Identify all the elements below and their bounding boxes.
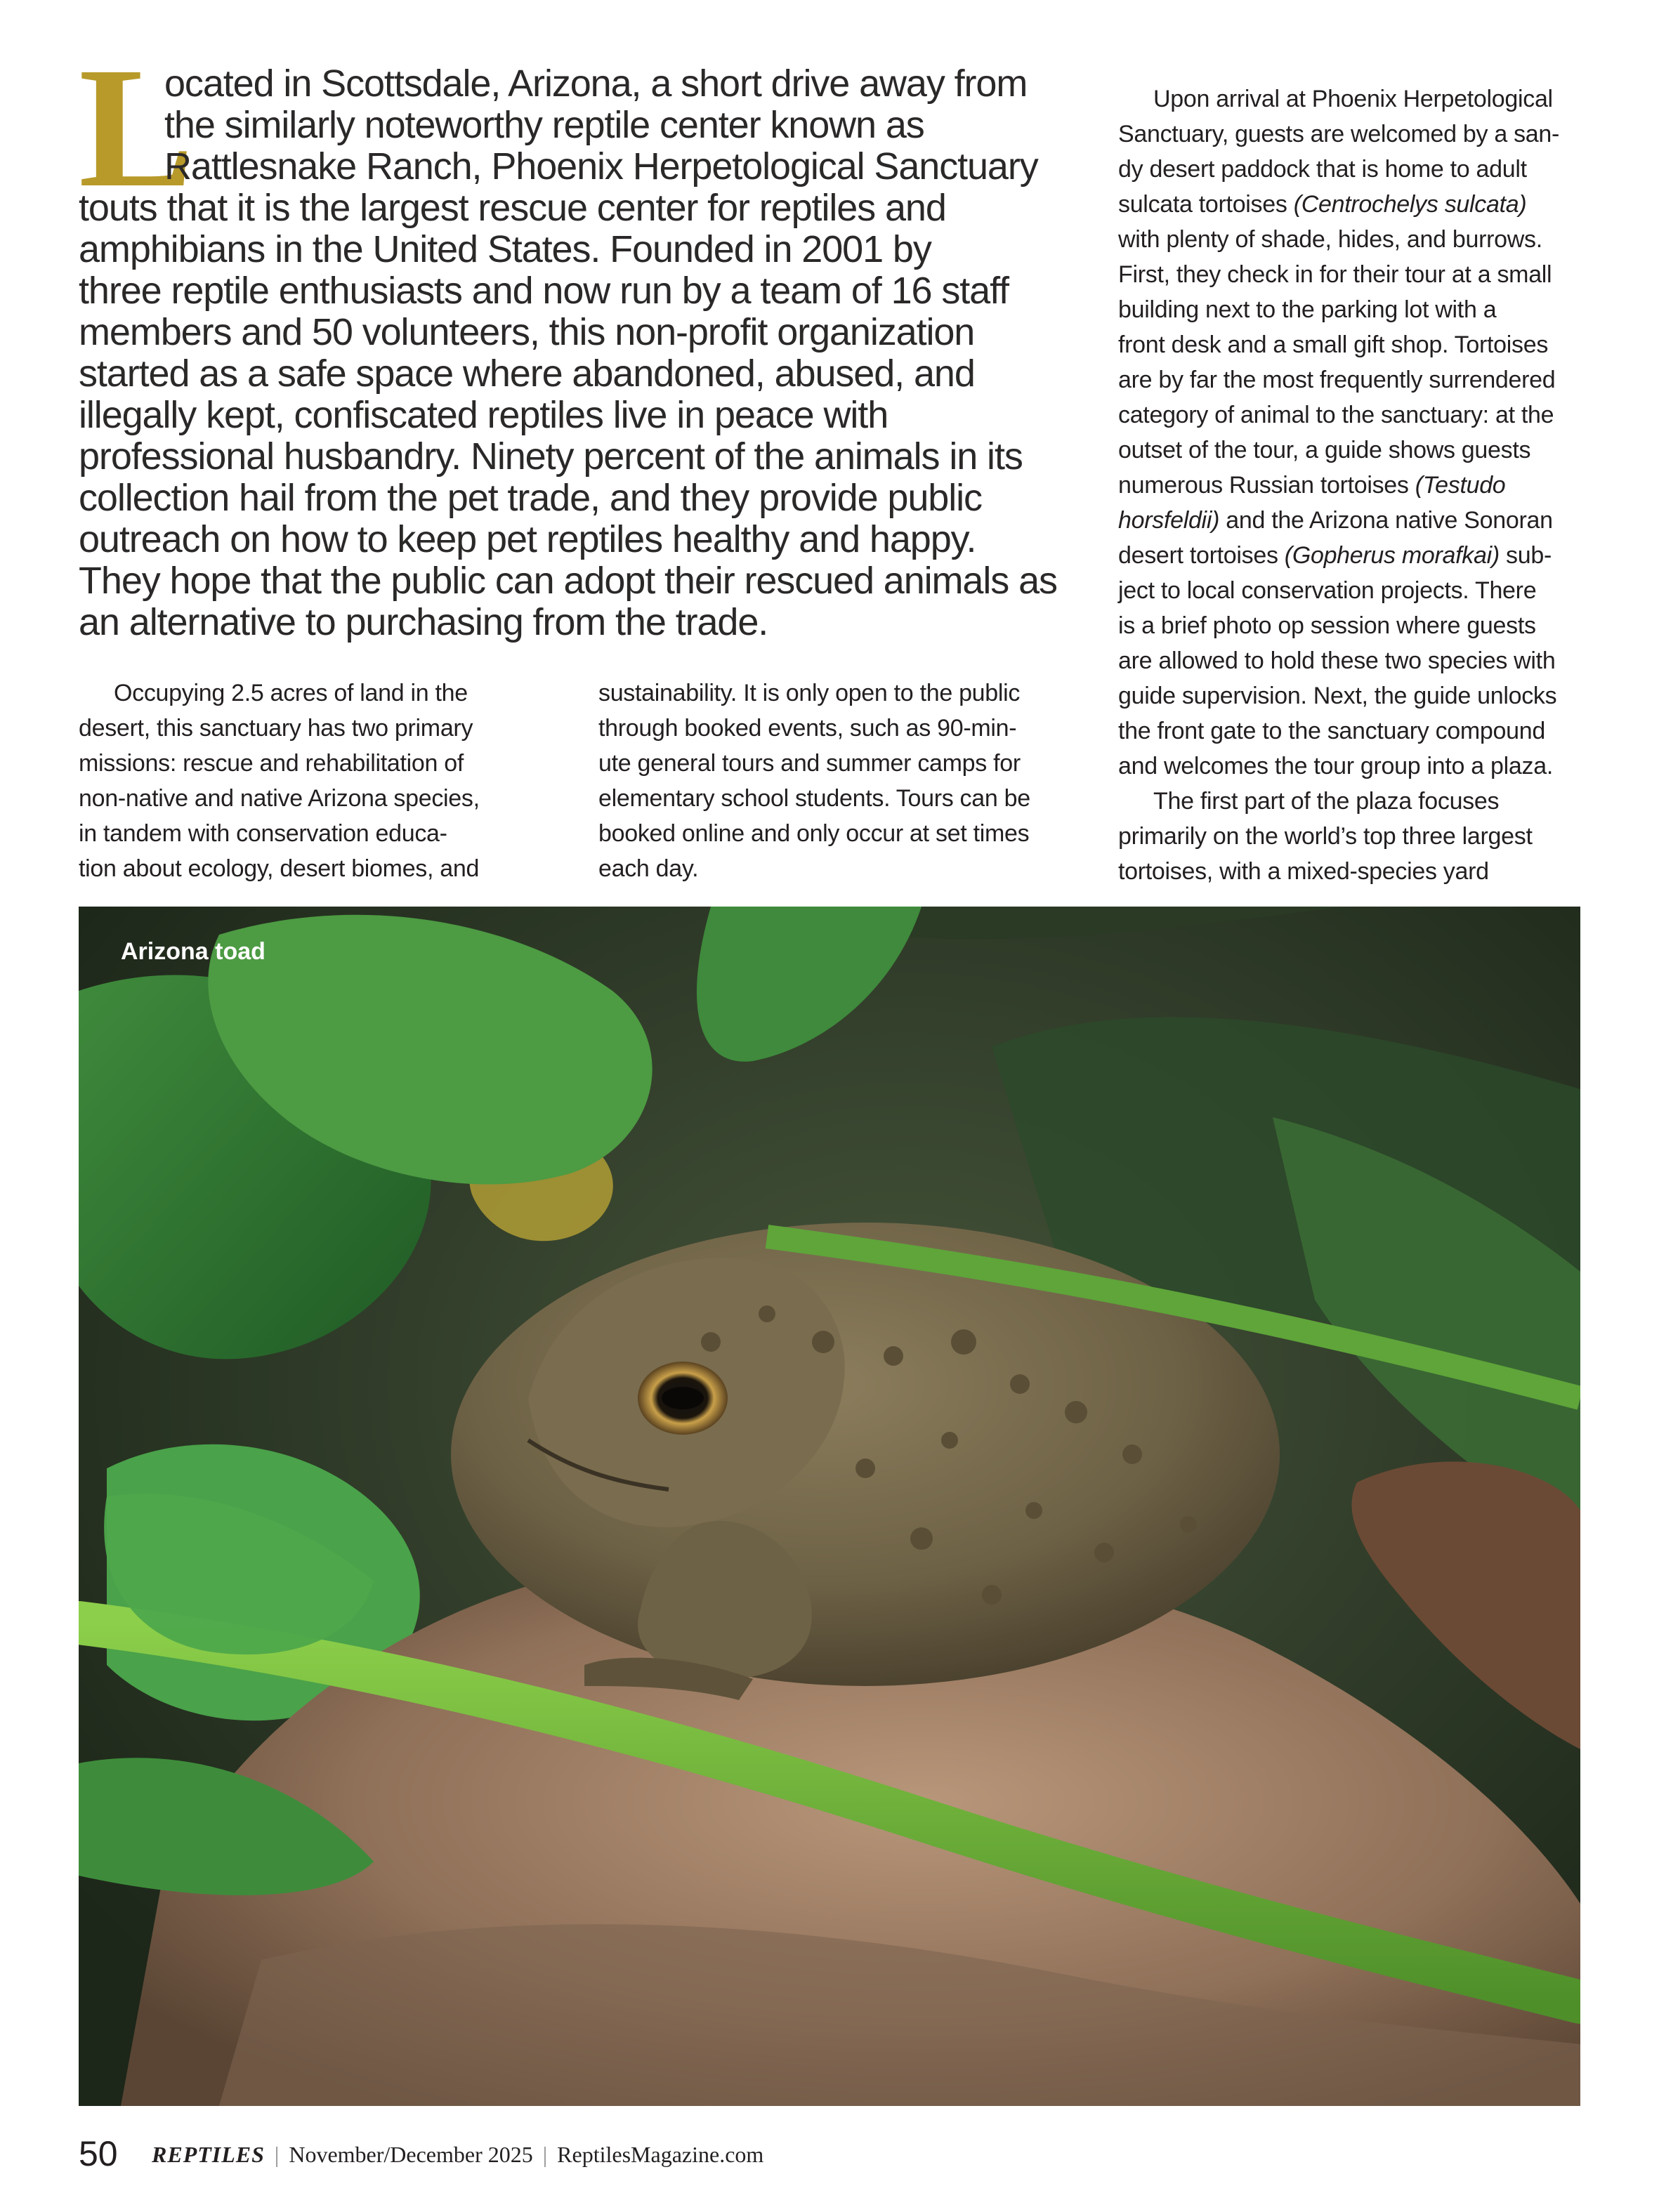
body-text: and the Arizona native Sonoran — [1219, 507, 1553, 534]
drop-cap: L — [79, 32, 195, 223]
body-line: Upon arrival at Phoenix Herpetological — [1153, 86, 1553, 112]
body-line — [1118, 538, 1552, 573]
lead-line: professional husbandry. Ninety percent of the animals in its — [79, 435, 1023, 478]
body-line: each day. — [598, 855, 699, 882]
lead-line: illegally kept, confiscated reptiles live in peace with — [79, 394, 888, 436]
body-line: category of animal to the sanctuary: at the — [1118, 402, 1554, 428]
body-line: Occupying 2.5 acres of land in the — [114, 680, 468, 706]
lead-line: members and 50 volunteers, this non-profit organization — [79, 311, 975, 353]
footer-separator: | — [274, 2142, 280, 2167]
body-line — [1118, 503, 1553, 538]
lead-line: the similarly noteworthy reptile center known as — [164, 104, 924, 146]
body-line: First, they check in for their tour at a small — [1118, 261, 1552, 288]
body-line: are by far the most frequently surrendered — [1118, 367, 1556, 393]
body-line — [1118, 468, 1505, 503]
body-line: and welcomes the tour group into a plaza. — [1118, 753, 1553, 779]
body-line: ute general tours and summer camps for — [598, 750, 1021, 777]
lead-line: ocated in Scottsdale, Arizona, a short drive away from — [164, 62, 1028, 105]
body-line: primarily on the world’s top three largest — [1118, 823, 1533, 850]
species-name: (Centrochelys sulcata) — [1293, 191, 1527, 218]
body-line: the front gate to the sanctuary compound — [1118, 718, 1545, 744]
body-line: elementary school students. Tours can be — [598, 785, 1030, 812]
lead-line: three reptile enthusiasts and now run by a team of 16 staff — [79, 270, 1009, 312]
body-text: sulcata tortoises — [1118, 191, 1294, 218]
body-line: The first part of the plaza focuses — [1153, 788, 1500, 815]
body-line: ject to local conservation projects. There — [1118, 577, 1537, 604]
body-text: sub- — [1499, 542, 1552, 569]
body-line — [1118, 187, 1526, 222]
website-link[interactable]: ReptilesMagazine.com — [557, 2142, 764, 2167]
lead-line: amphibians in the United States. Founded in 2001 by — [79, 228, 931, 270]
magazine-name: REPTILES — [152, 2142, 265, 2167]
footer-separator: | — [542, 2142, 548, 2167]
body-text: desert tortoises — [1118, 542, 1285, 569]
body-line: desert, this sanctuary has two primary — [79, 715, 473, 742]
body-line: are allowed to hold these two species with — [1118, 647, 1556, 674]
body-line: in tandem with conservation educa- — [79, 820, 447, 847]
body-line: is a brief photo op session where guests — [1118, 612, 1536, 639]
species-name: horsfeldii) — [1118, 507, 1220, 534]
body-line: front desk and a small gift shop. Tortoises — [1118, 331, 1549, 358]
body-line: missions: rescue and rehabilitation of — [79, 750, 464, 777]
body-line: guide supervision. Next, the guide unlocks — [1118, 683, 1557, 709]
body-line: outset of the tour, a guide shows guests — [1118, 437, 1531, 463]
running-footer — [152, 2142, 763, 2168]
lead-line: started as a safe space where abandoned, abused, and — [79, 353, 975, 395]
body-line: tortoises, with a mixed-species yard — [1118, 858, 1489, 885]
lead-line: Rattlesnake Ranch, Phoenix Herpetological Sanctuary — [164, 145, 1038, 187]
body-line: non-native and native Arizona species, — [79, 785, 480, 812]
body-line: sustainability. It is only open to the public — [598, 680, 1021, 706]
body-line: through booked events, such as 90-min- — [598, 715, 1017, 742]
species-name: (Testudo — [1415, 472, 1506, 499]
issue-date: November/December 2025 — [289, 2142, 533, 2167]
lead-line: touts that it is the largest rescue center for reptiles and — [79, 187, 946, 229]
species-name: (Gopherus morafkai) — [1284, 542, 1500, 569]
body-line: building next to the parking lot with a — [1118, 296, 1497, 323]
body-text: numerous Russian tortoises — [1118, 472, 1415, 499]
lead-line: outreach on how to keep pet reptiles healthy and happy. — [79, 518, 976, 560]
toad-photo — [79, 907, 1580, 2106]
body-line: dy desert paddock that is home to adult — [1118, 156, 1527, 183]
body-line: Sanctuary, guests are welcomed by a san- — [1118, 121, 1560, 147]
photo-caption: Arizona toad — [121, 938, 265, 965]
page-number: 50 — [79, 2134, 118, 2173]
lead-line: an alternative to purchasing from the trade. — [79, 601, 768, 643]
lead-line: They hope that the public can adopt their rescued animals as — [79, 560, 1057, 602]
lead-line: collection hail from the pet trade, and they provide public — [79, 477, 982, 519]
body-line: tion about ecology, desert biomes, and — [79, 855, 480, 882]
body-line: booked online and only occur at set times — [598, 820, 1030, 847]
body-line: with plenty of shade, hides, and burrows. — [1118, 226, 1542, 253]
